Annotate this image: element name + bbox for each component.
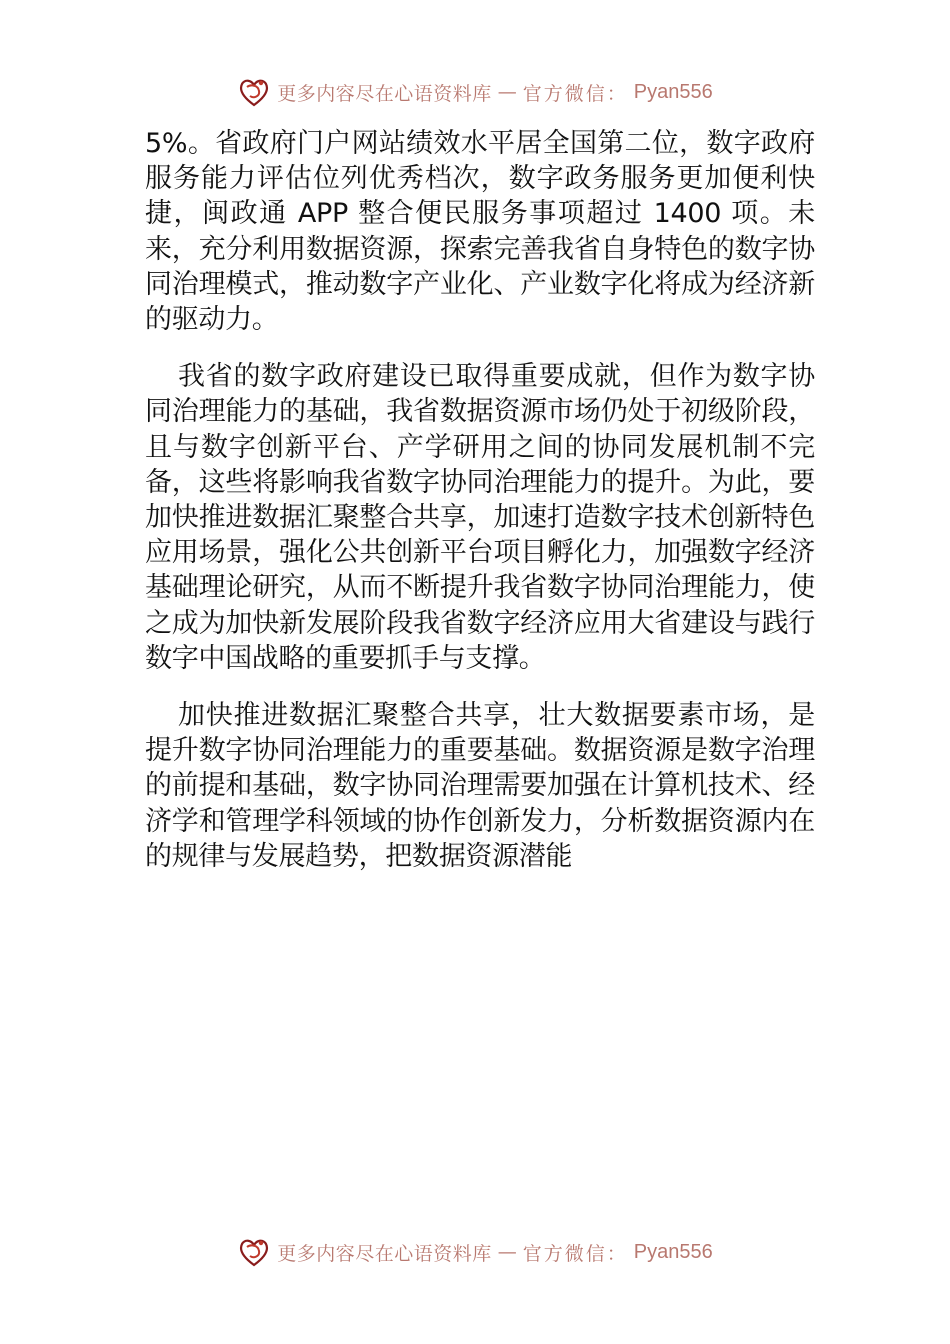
document-body bbox=[145, 126, 815, 896]
banner-contact-id: Pyan556 bbox=[633, 80, 713, 103]
banner-separator: — bbox=[497, 81, 517, 103]
header-banner bbox=[0, 72, 950, 112]
paragraph-1: 5%。省政府门户网站绩效水平居全国第二位，数字政府服务能力评估位列优秀档次，数字政务服务更加便利快捷，闽政通 APP 整合便民服务事项超过 1400 项。未来，充分利用数据资源，探索完善我省自身特色的数字协同治理模式，推动数字产业化、产业数字化将成为经济新的驱动力。 bbox=[145, 128, 815, 336]
banner-text: 更多内容尽在心语资料库 bbox=[277, 82, 492, 105]
paragraph-2: 我省的数字政府建设已取得重要成就，但作为数字协同治理能力的基础，我省数据资源市场仍处于初级阶段，且与数字创新平台、产学研用之间的协同发展机制不完备，这些将影响我省数字协同治理能力的提升。为此，要加快推进数据汇聚整合共享，加速打造数字技术创新特色应用场景，强化公共创新平台项目孵化力，加强数字经济基础理论研究，从而不断提升我省数字协同治理能力，使之成为加快新发展阶段我省数字经济应用大省建设与践行数字中国战略的重要抓手与支撑。 bbox=[145, 361, 815, 674]
banner-contact-label: 官方微信： bbox=[522, 82, 628, 105]
banner-contact-label: 官方微信： bbox=[522, 1242, 628, 1265]
heart-swirl-logo-icon bbox=[237, 1235, 271, 1269]
banner-contact-id: Pyan556 bbox=[633, 1240, 713, 1263]
heart-swirl-logo-icon bbox=[237, 75, 271, 109]
paragraph-3: 加快推进数据汇聚整合共享，壮大数据要素市场，是提升数字协同治理能力的重要基础。数据资源是数字治理的前提和基础，数字协同治理需要加强在计算机技术、经济学和管理学科领域的协作创新发力，分析数据资源内在的规律与发展趋势，把数据资源潜能 bbox=[145, 700, 815, 872]
banner-text: 更多内容尽在心语资料库 bbox=[277, 1242, 492, 1265]
banner-separator: — bbox=[497, 1241, 517, 1263]
footer-banner bbox=[0, 1232, 950, 1272]
